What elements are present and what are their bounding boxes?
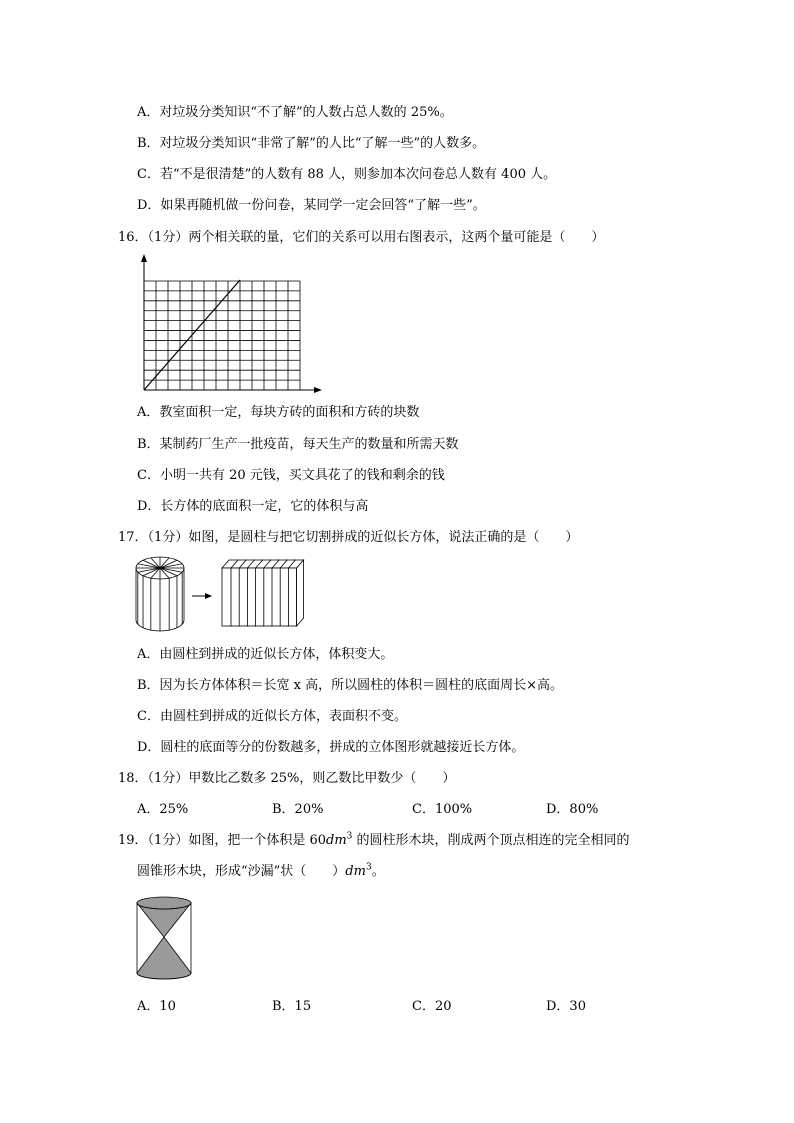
- q19-option-c: C．20: [412, 999, 452, 1014]
- q19-stem-line2: 圆锥形木块，形成“沙漏”状（ ）$dm^3$。: [137, 862, 385, 879]
- q15-option-c: C．若“不是很清楚”的人数有 88 人，则参加本次问卷总人数有 400 人。: [137, 167, 557, 182]
- q17-option-c: C．由圆柱到拼成的近似长方体，表面积不变。: [137, 709, 407, 724]
- q19-hourglass-cylinder-figure: [134, 893, 198, 983]
- q18-options: [0, 801, 794, 819]
- q15-option-b: B．对垃圾分类知识“非常了解”的人比“了解一些”的人数多。: [137, 136, 486, 151]
- q19-option-d: D．30: [546, 999, 586, 1014]
- q18-option-a: A．25%: [137, 802, 189, 817]
- q17-option-d: D．圆柱的底面等分的份数越多，拼成的立体图形就越接近长方体。: [137, 740, 525, 755]
- right-arrow-icon: [192, 593, 212, 599]
- q19-option-b: B．15: [272, 999, 312, 1014]
- q17-option-a: A．由圆柱到拼成的近似长方体，体积变大。: [137, 647, 394, 662]
- q19-stem-line1: 19．（1分）如图，把一个体积是 $60dm^3$ 的圆柱形木块，削成两个顶点相连的完全相同的: [118, 831, 630, 848]
- q16-option-c: C．小明一共有 20 元钱，买文具花了的钱和剩余的钱: [137, 468, 445, 483]
- q17-cylinder-to-cuboid-figure: [134, 554, 324, 636]
- q16-line-graph: [128, 252, 328, 397]
- q17-option-b: B．因为长方体体积＝长宽 x 高，所以圆柱的体积＝圆柱的底面周长×高。: [137, 678, 564, 693]
- q18-option-b: B．20%: [272, 802, 324, 817]
- q16-option-b: B．某制药厂生产一批疫苗，每天生产的数量和所需天数: [137, 437, 459, 452]
- q16-stem: 16．（1分）两个相关联的量，它们的关系可以用右图表示，这两个量可能是（ ）: [118, 230, 605, 245]
- q19-option-a: A．10: [137, 999, 176, 1014]
- approx-cuboid-figure: [222, 560, 304, 626]
- q15-option-d: D．如果再随机做一份问卷，某同学一定会回答“了解一些”。: [137, 198, 486, 213]
- q19-options: [0, 998, 794, 1016]
- q18-option-c: C．100%: [412, 802, 473, 817]
- q18-option-d: D．80%: [546, 802, 599, 817]
- cylinder-figure: [136, 557, 184, 631]
- q17-stem: 17．（1分）如图，是圆柱与把它切割拼成的近似长方体，说法正确的是（ ）: [118, 530, 579, 545]
- q15-option-a: A．对垃圾分类知识“不了解”的人数占总人数的 25%。: [137, 105, 453, 120]
- q16-option-d: D．长方体的底面积一定，它的体积与高: [137, 499, 369, 514]
- q18-stem: 18．（1分）甲数比乙数多 25%，则乙数比甲数少（ ）: [118, 771, 456, 786]
- q16-option-a: A．教室面积一定，每块方砖的面积和方砖的块数: [137, 405, 420, 420]
